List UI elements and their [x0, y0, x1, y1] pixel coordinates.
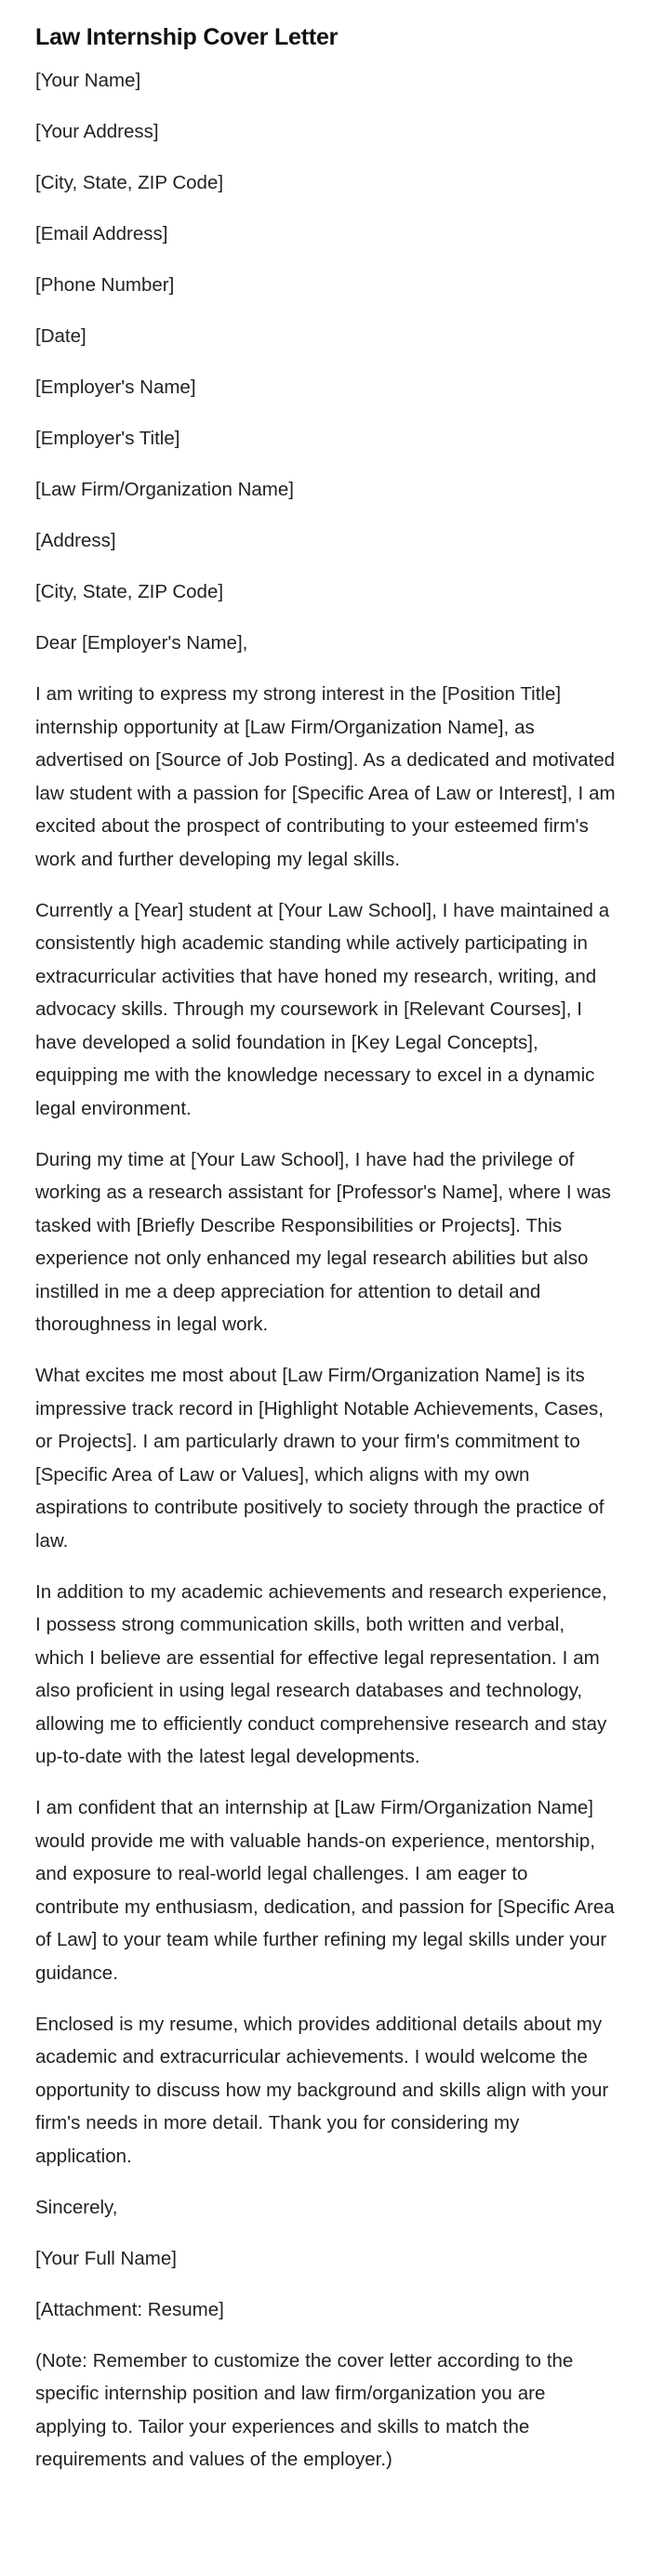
sender-city-state-zip: [City, State, ZIP Code]	[35, 172, 224, 193]
letter-date: [Date]	[35, 325, 86, 347]
recipient-title: [Employer's Title]	[35, 428, 180, 449]
body-paragraph-2: Currently a [Year] student at [Your Law School], I have maintained a consistently high academic standing while actively participating in extracurricular activities that have honed my research, writing, and advocacy skills. Through my coursework in [Relevant Courses], I have developed a solid foundation in [Key Legal Concepts], equipping me with the knowledge necessary to excel in a dynamic legal environment.	[35, 899, 610, 1119]
attachment-line: [Attachment: Resume]	[35, 2298, 224, 2320]
recipient-organization: [Law Firm/Organization Name]	[35, 479, 294, 500]
recipient-city-state-zip: [City, State, ZIP Code]	[35, 581, 224, 602]
document-title: Law Internship Cover Letter	[35, 24, 339, 50]
sender-phone: [Phone Number]	[35, 274, 175, 296]
sender-email: [Email Address]	[35, 223, 168, 244]
body-paragraph-6: I am confident that an internship at [Law Firm/Organization Name] would provide me with valuable hands-on experience, mentorship, and exposure to real-world legal challenges. I am eager to contribute my enthusiasm, dedication, and passion for [Specific Area of Law] to your team while further refining my legal skills under your guidance.	[35, 1797, 615, 1984]
body-paragraph-7: Enclosed is my resume, which provides additional details about my academic and extracurricular achievements. I would welcome the opportunity to discuss how my background and skills align with your firm's needs in more detail. Thank you for considering my application.	[35, 2013, 609, 2167]
recipient-name: [Employer's Name]	[35, 376, 196, 398]
body-paragraph-5: In addition to my academic achievements and research experience, I possess strong communication skills, both written and verbal, which I believe are essential for effective legal representation. I am also proficient in using legal research databases and technology, allowing me to efficiently conduct comprehensive research and stay up-to-date with the latest legal developments.	[35, 1580, 607, 1767]
sender-name: [Your Name]	[35, 70, 141, 91]
closing: Sincerely,	[35, 2196, 118, 2218]
recipient-address: [Address]	[35, 530, 116, 551]
body-paragraph-4: What excites me most about [Law Firm/Organization Name] is its impressive track record in [Highlight Notable Achievements, Cases, or Projects]. I am particularly drawn to your firm's commitment to [Specific Area of Law or Values], which aligns with my own aspirations to contribute positively to society through the practice of law.	[35, 1365, 604, 1552]
sender-address: [Your Address]	[35, 121, 159, 142]
signature: [Your Full Name]	[35, 2247, 177, 2269]
body-paragraph-1: I am writing to express my strong interest in the [Position Title] internship opportunity at [Law Firm/Organization Name], as advertised on [Source of Job Posting]. As a dedicated and motivated law student with a passion for [Specific Area of Law or Interest], I am excited about the prospect of contributing to your esteemed firm's work and further developing my legal skills.	[35, 683, 616, 870]
body-paragraph-3: During my time at [Your Law School], I have had the privilege of working as a research assistant for [Professor's Name], where I was tasked with [Briefly Describe Responsibilities or Projects]. This experience not only enhanced my legal research abilities but also instilled in me a deep appreciation for attention to detail and thoroughness in legal work.	[35, 1148, 611, 1335]
salutation: Dear [Employer's Name],	[35, 632, 248, 654]
customization-note: (Note: Remember to customize the cover letter according to the specific internship position and law firm/organization you are applying to. Tailor your experiences and skills to match the requirements and values of the employer.)	[35, 2349, 574, 2470]
